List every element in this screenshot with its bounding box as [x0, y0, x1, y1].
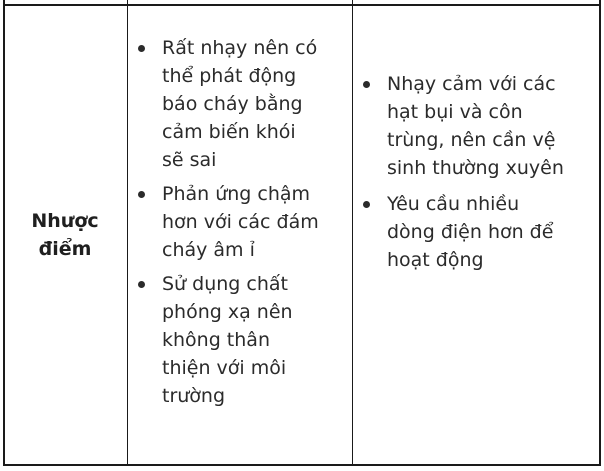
bullet-icon — [138, 45, 145, 52]
bullet-icon — [363, 81, 370, 88]
list-item — [128, 34, 350, 174]
list-item-text: Phản ứng chậm hơn với các đám cháy âm ỉ — [162, 183, 319, 261]
list-item — [353, 190, 599, 274]
bullet-icon — [138, 191, 145, 198]
option-a-cell — [128, 6, 350, 464]
option-b-list — [353, 70, 599, 282]
bullet-icon — [138, 281, 145, 288]
list-item-text: Yêu cầu nhiều dòng điện hơn để hoạt động — [387, 193, 554, 271]
list-item-text: Nhạy cảm với các hạt bụi và côn trùng, nên cần vệ sinh thường xuyên — [387, 73, 564, 179]
row-header-label: Nhược điểm — [31, 210, 99, 260]
bullet-icon — [363, 201, 370, 208]
list-item — [353, 70, 599, 182]
row-header-cell — [5, 6, 125, 464]
list-item-text: Rất nhạy nên có thể phát động báo cháy bằng cảm biến khói sẽ sai — [162, 37, 318, 171]
list-item — [128, 270, 350, 410]
list-item — [128, 180, 350, 264]
option-a-list — [128, 34, 350, 410]
option-b-cell — [353, 6, 599, 464]
list-item-text: Sử dụng chất phóng xạ nên không thân thiện với môi trường — [162, 273, 293, 407]
